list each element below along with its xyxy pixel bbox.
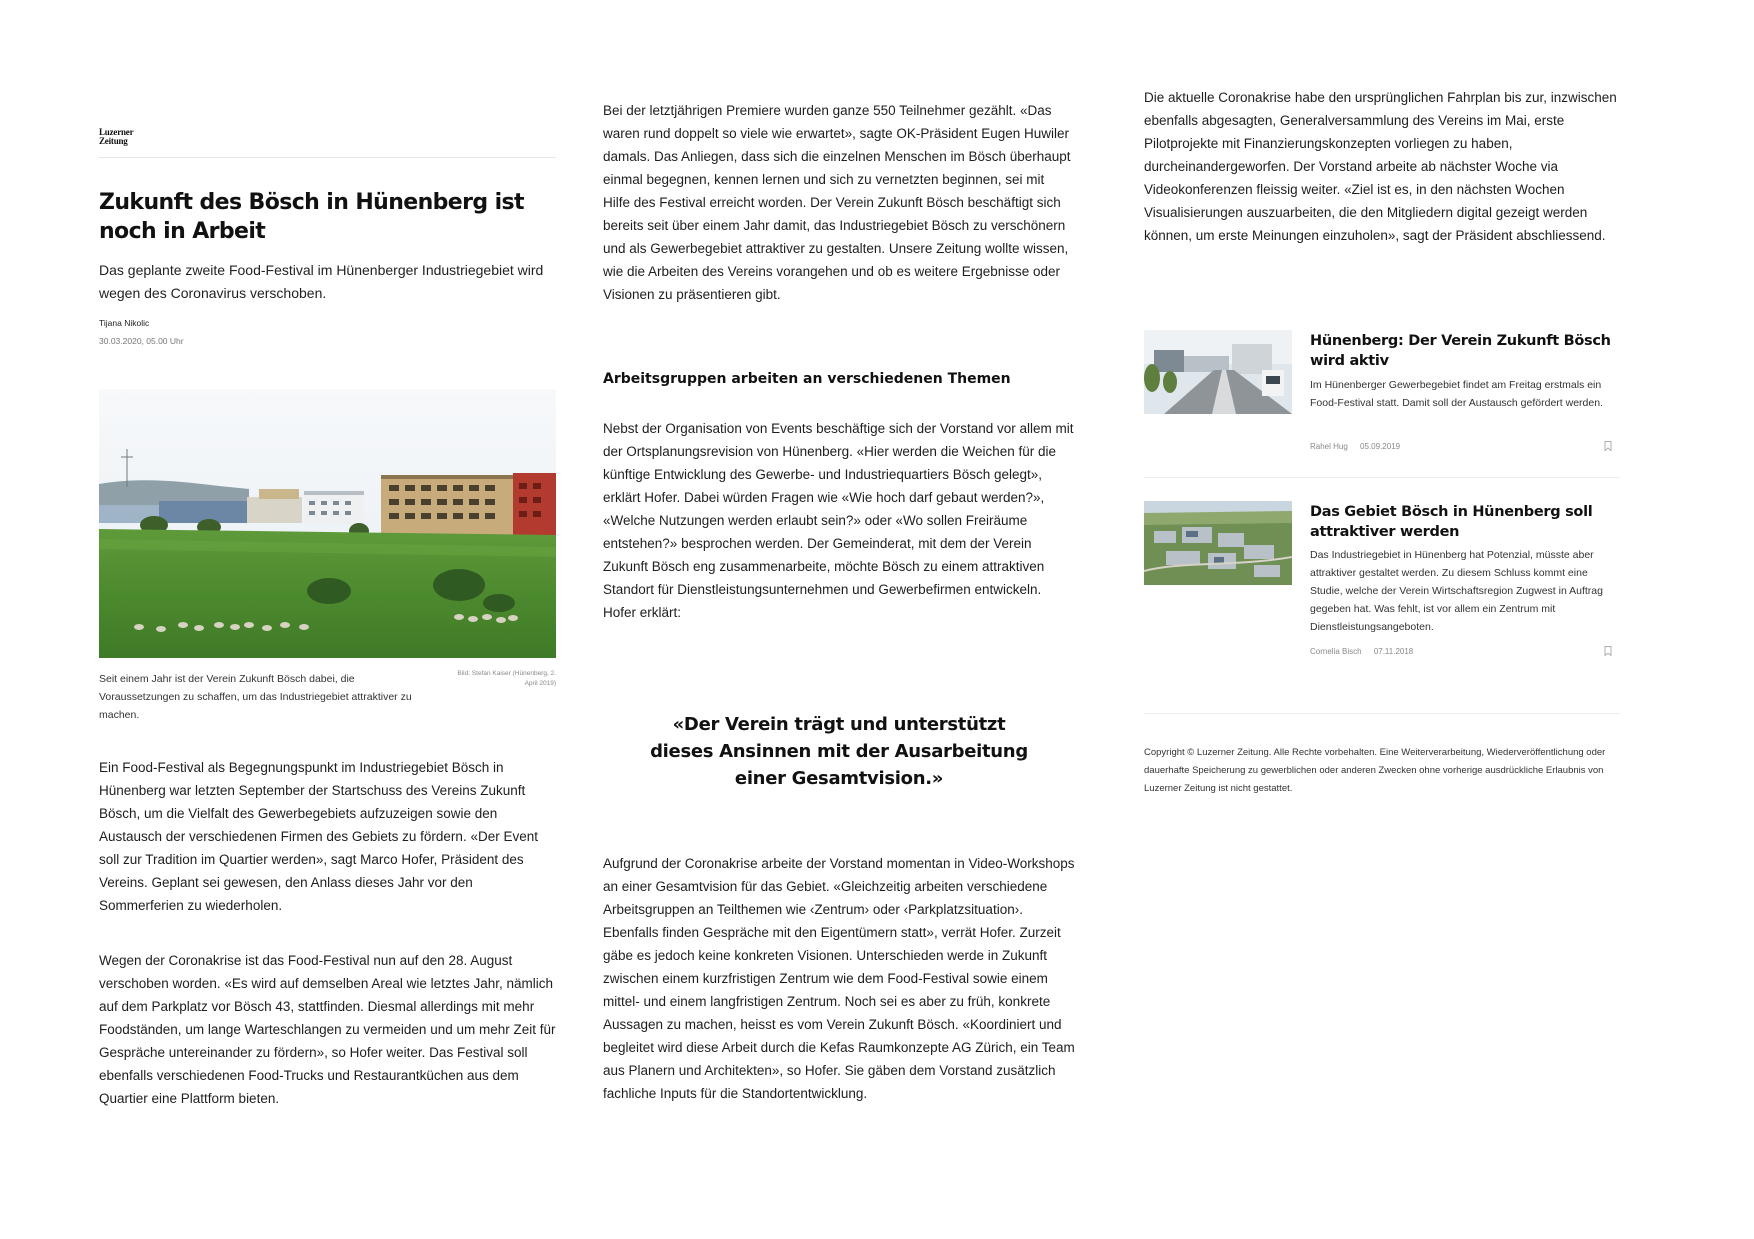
related-article-card[interactable] bbox=[1144, 330, 1620, 478]
article-paragraph: Nebst der Organisation von Events beschäftige sich der Vorstand vor allem mit der Ortsplanungsrevision von Hünenberg. «Hier werden die Weichen für die künftige Entwicklung des Gewerbe- und Industriequartiers Bösch gelegt», erklärt Hofer. Dabei würden Fragen wie «Wie hoch darf gebaut werden?», «Welche Nutzungen werden erlaubt sein?» oder «Wo sollen Freiräume entstehen?» besprochen werden. Der Gemeinderat, mit dem der Verein Zukunft Bösch eng zusammenarbeite, möchte Bösch zu einem attraktiven Standort für Dienstleistungsunternehmen und Gewerbefirmen entwickeln. Hofer erklärt: bbox=[603, 421, 1074, 620]
related-article-thumbnail[interactable] bbox=[1144, 501, 1292, 585]
article-subheading: Arbeitsgruppen arbeiten an verschiedenen Themen bbox=[603, 371, 1011, 387]
article-lead: Das geplante zweite Food-Festival im Hünenberger Industriegebiet wird wegen des Coronavirus verschoben. bbox=[99, 262, 544, 301]
image-credit: Bild: Stefan Kaiser (Hünenberg, 2. April 2019) bbox=[457, 670, 556, 687]
article-title: Zukunft des Bösch in Hünenberg ist noch in Arbeit bbox=[99, 190, 524, 244]
logo-line-1: Luzerner bbox=[99, 127, 134, 137]
related-article-title[interactable]: Das Gebiet Bösch in Hünenberg soll attraktiver werden bbox=[1310, 504, 1593, 540]
related-article-date: 07.11.2018 bbox=[1373, 647, 1414, 656]
bookmark-icon[interactable] bbox=[1604, 646, 1612, 656]
related-article-card[interactable] bbox=[1144, 501, 1620, 664]
article-date: 30.03.2020, 05.00 Uhr bbox=[99, 336, 184, 346]
related-article-teaser: Im Hünenberger Gewerbegebiet findet am Freitag erstmals ein Food-Festival statt. Damit soll der Austausch gefördert werden. bbox=[1310, 379, 1603, 409]
footer-divider bbox=[1144, 713, 1620, 714]
article-paragraph: Bei der letztjährigen Premiere wurden ganze 550 Teilnehmer gezählt. «Das waren rund doppelt so viele wie erwartet», sagte OK-Präsident Eugen Huwiler damals. Das Anliegen, dass sich die einzelnen Menschen im Bösch überhaupt einmal begegnen, kennen lernen und sich zu vernetzten beginnen, sei mit Hilfe des Festival erreicht worden. Der Verein Zukunft Bösch beschäftigt sich bereits seit über einem Jahr damit, das Industriegebiet Bösch zu verschönern und als Gewerbegebiet attraktiver zu gestalten. Unsere Zeitung wollte wissen, wie die Arbeiten des Vereins vorangehen und ob es weitere Ergebnisse oder Visionen zu präsentieren gibt. bbox=[603, 103, 1071, 302]
related-article-teaser: Das Industriegebiet in Hünenberg hat Potenzial, müsste aber attraktiver gestaltet werden. Zu diesem Schluss kommt eine Studie, welche der Verein Wirtschaftsregion Zugwest in Auftrag gegeben hat. Was fehlt, ist vor allem ein Zentrum mit Dienstleistungsangeboten. bbox=[1310, 549, 1603, 633]
logo-line-2: Zeitung bbox=[99, 136, 128, 146]
newspaper-logo[interactable] bbox=[99, 128, 133, 146]
article-paragraph: Die aktuelle Coronakrise habe den ursprünglichen Fahrplan bis zur, inzwischen ebenfalls abgesagten, Generalversammlung des Vereins im Mai, erste Pilotprojekte mit Finanzierungskonzepten vorliegen zu haben, durcheinandergeworfen. Der Vorstand arbeite ab nächster Woche via Videokonferenzen fleissig weiter. «Ziel ist es, in den nächsten Wochen Visualisierungen auszuarbeiten, die den Mitgliedern digital gezeigt werden können, um erste Meinungen einzuholen», sagt der Präsident abschliessend. bbox=[1144, 90, 1617, 243]
related-article-meta bbox=[1310, 647, 1413, 656]
related-article-thumbnail[interactable] bbox=[1144, 330, 1292, 414]
article-paragraph: Wegen der Coronakrise ist das Food-Festival nun auf den 28. August verschoben worden. «Es wird auf demselben Areal wie letztes Jahr, nämlich auf dem Parkplatz vor Bösch 43, stattfinden. Diesmal allerdings mit mehr Foodständen, um lange Warteschlangen zu vermeiden und um mehr Zeit für Gespräche untereinander zu fördern», so Hofer weiter. Das Festival soll ebenfalls verschiedenen Food-Trucks und Restaurantküchen aus dem Quartier eine Plattform bieten. bbox=[99, 953, 556, 1106]
article-author[interactable]: Tijana Nikolic bbox=[99, 318, 150, 328]
related-article-meta bbox=[1310, 442, 1400, 451]
bookmark-icon[interactable] bbox=[1604, 441, 1612, 451]
pull-quote: «Der Verein trägt und unterstützt dieses Ansinnen mit der Ausarbeitung einer Gesamtvision.» bbox=[650, 714, 1028, 789]
related-article-author: Rahel Hug bbox=[1310, 442, 1348, 451]
article-paragraph: Aufgrund der Coronakrise arbeite der Vorstand momentan in Video-Workshops an einer Gesamtvision für das Gebiet. «Gleichzeitig arbeiten verschiedene Arbeitsgruppen an Teilthemen wie ‹Zentrum› oder ‹Parkplatzsituation›. Ebenfalls finden Gespräche mit den Eigentümern statt», verrät Hofer. Zurzeit gäbe es jedoch keine konkreten Visionen. Unterschieden werde in Zukunft zwischen einem kurzfristigen Zentrum wie dem Food-Festival sowie einem mittel- und einem langfristigen Zentrum. Noch sei es aber zu früh, konkrete Aussagen zu machen, heisst es vom Verein Zukunft Bösch. «Koordiniert und begleitet wird diese Arbeit durch die Kefas Raumkonzepte AG Zürich, ein Team aus Planern und Architekten», so Hofer. Sie gäben dem Vorstand zusätzlich fachliche Inputs für die Standortentwicklung. bbox=[603, 856, 1075, 1101]
copyright-notice: Copyright © Luzerner Zeitung. Alle Rechte vorbehalten. Eine Weiterverarbeitung, Wiederveröffentlichung oder dauerhafte Speicherung zu gewerblichen oder anderen Zwecken ohne vorherige ausdrückliche Erlaubnis von Luzerner Zeitung ist nicht gestattet. bbox=[1144, 747, 1606, 794]
related-article-date: 05.09.2019 bbox=[1360, 442, 1401, 451]
teaser-divider bbox=[1144, 477, 1620, 478]
article-photo[interactable] bbox=[99, 389, 556, 658]
related-article-author: Cornelia Bisch bbox=[1310, 647, 1362, 656]
image-caption: Seit einem Jahr ist der Verein Zukunft Bösch dabei, die Voraussetzungen zu schaffen, um das Industriegebiet attraktiver zu machen. bbox=[99, 673, 412, 721]
related-article-title[interactable]: Hünenberg: Der Verein Zukunft Bösch wird aktiv bbox=[1310, 333, 1611, 369]
header-divider bbox=[99, 157, 556, 158]
article-paragraph: Ein Food-Festival als Begegnungspunkt im Industriegebiet Bösch in Hünenberg war letzten September der Startschuss des Vereins Zukunft Bösch, um die Vielfalt des Gewerbegebiets aufzuzeigen sowie den Austausch der verschiedenen Firmen des Gebiets zu fördern. «Der Event soll zur Tradition im Quartier werden», sagt Marco Hofer, Präsident des Vereins. Geplant sei gewesen, den Anlass dieses Jahr vor den Sommerferien zu wiederholen. bbox=[99, 760, 538, 913]
